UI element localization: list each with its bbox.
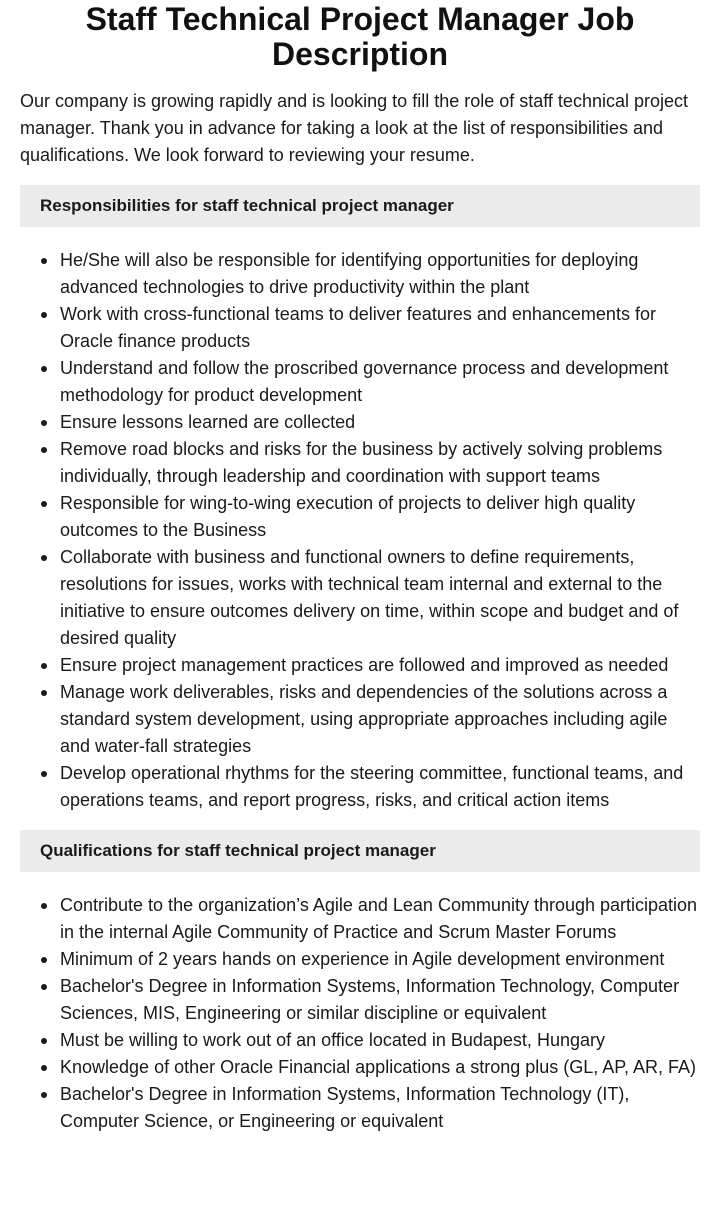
list-item xyxy=(60,544,700,652)
list-item-text: Contribute to the organization’s Agile and Lean Community through participation in the internal Agile Community of Practice and Scrum Master Forums xyxy=(60,895,698,942)
list-item xyxy=(60,247,700,301)
list-item-text: Remove road blocks and risks for the business by actively solving problems individually, through leadership and coordination with support teams xyxy=(60,439,663,486)
list-item-text: Collaborate with business and functional owners to define requirements, resolutions for issues, works with technical team internal and external to the initiative to ensure outcomes delivery on time, within scope and budget and of desired quality xyxy=(60,547,679,648)
list-item-text: Ensure project management practices are followed and improved as needed xyxy=(60,655,669,675)
responsibilities-list xyxy=(20,247,700,814)
bullet-icon xyxy=(41,258,47,264)
bullet-icon xyxy=(41,1038,47,1044)
page-title: Staff Technical Project Manager Job Description xyxy=(85,1,635,72)
list-item xyxy=(60,490,700,544)
list-item xyxy=(60,436,700,490)
list-item xyxy=(60,760,700,814)
list-item xyxy=(60,973,700,1027)
list-item-text: Must be willing to work out of an office located in Budapest, Hungary xyxy=(60,1030,605,1050)
bullet-icon xyxy=(41,501,47,507)
list-item xyxy=(60,652,700,679)
bullet-icon xyxy=(41,1092,47,1098)
job-description-page xyxy=(0,2,720,1135)
bullet-icon xyxy=(41,555,47,561)
bullet-icon xyxy=(41,312,47,318)
list-item xyxy=(60,1081,700,1135)
responsibilities-heading: Responsibilities for staff technical project manager xyxy=(20,185,700,227)
list-item-text: He/She will also be responsible for identifying opportunities for deploying advanced technologies to drive productivity within the plant xyxy=(60,250,639,297)
qualifications-heading: Qualifications for staff technical project manager xyxy=(20,830,700,872)
list-item xyxy=(60,892,700,946)
list-item xyxy=(60,1027,700,1054)
list-item xyxy=(60,355,700,409)
bullet-icon xyxy=(41,984,47,990)
list-item xyxy=(60,409,700,436)
list-item-text: Bachelor's Degree in Information Systems, Information Technology (IT), Computer Science, or Engineering or equivalent xyxy=(60,1084,630,1131)
list-item-text: Ensure lessons learned are collected xyxy=(60,412,356,432)
list-item-text: Manage work deliverables, risks and dependencies of the solutions across a standard system development, using appropriate approaches including agile and water-fall strategies xyxy=(60,682,668,756)
list-item xyxy=(60,946,700,973)
bullet-icon xyxy=(41,957,47,963)
list-item xyxy=(60,301,700,355)
list-item-text: Bachelor's Degree in Information Systems, Information Technology, Computer Sciences, MIS, Engineering or similar discipline or equivalent xyxy=(60,976,680,1023)
bullet-icon xyxy=(41,690,47,696)
bullet-icon xyxy=(41,366,47,372)
bullet-icon xyxy=(41,663,47,669)
qualifications-list xyxy=(20,892,700,1135)
list-item-text: Responsible for wing-to-wing execution of projects to deliver high quality outcomes to the Business xyxy=(60,493,636,540)
bullet-icon xyxy=(41,1065,47,1071)
bullet-icon xyxy=(41,420,47,426)
list-item-text: Understand and follow the proscribed governance process and development methodology for product development xyxy=(60,358,669,405)
intro-paragraph: Our company is growing rapidly and is looking to fill the role of staff technical project manager. Thank you in advance for taking a look at the list of responsibilities and qualifications. We look forward to reviewing your resume. xyxy=(20,91,689,165)
bullet-icon xyxy=(41,903,47,909)
list-item-text: Minimum of 2 years hands on experience in Agile development environment xyxy=(60,949,665,969)
list-item xyxy=(60,1054,700,1081)
bullet-icon xyxy=(41,771,47,777)
list-item-text: Develop operational rhythms for the steering committee, functional teams, and operations teams, and report progress, risks, and critical action items xyxy=(60,763,684,810)
bullet-icon xyxy=(41,447,47,453)
list-item xyxy=(60,679,700,760)
list-item-text: Work with cross-functional teams to deliver features and enhancements for Oracle finance products xyxy=(60,304,656,351)
list-item-text: Knowledge of other Oracle Financial applications a strong plus (GL, AP, AR, FA) xyxy=(60,1057,697,1077)
